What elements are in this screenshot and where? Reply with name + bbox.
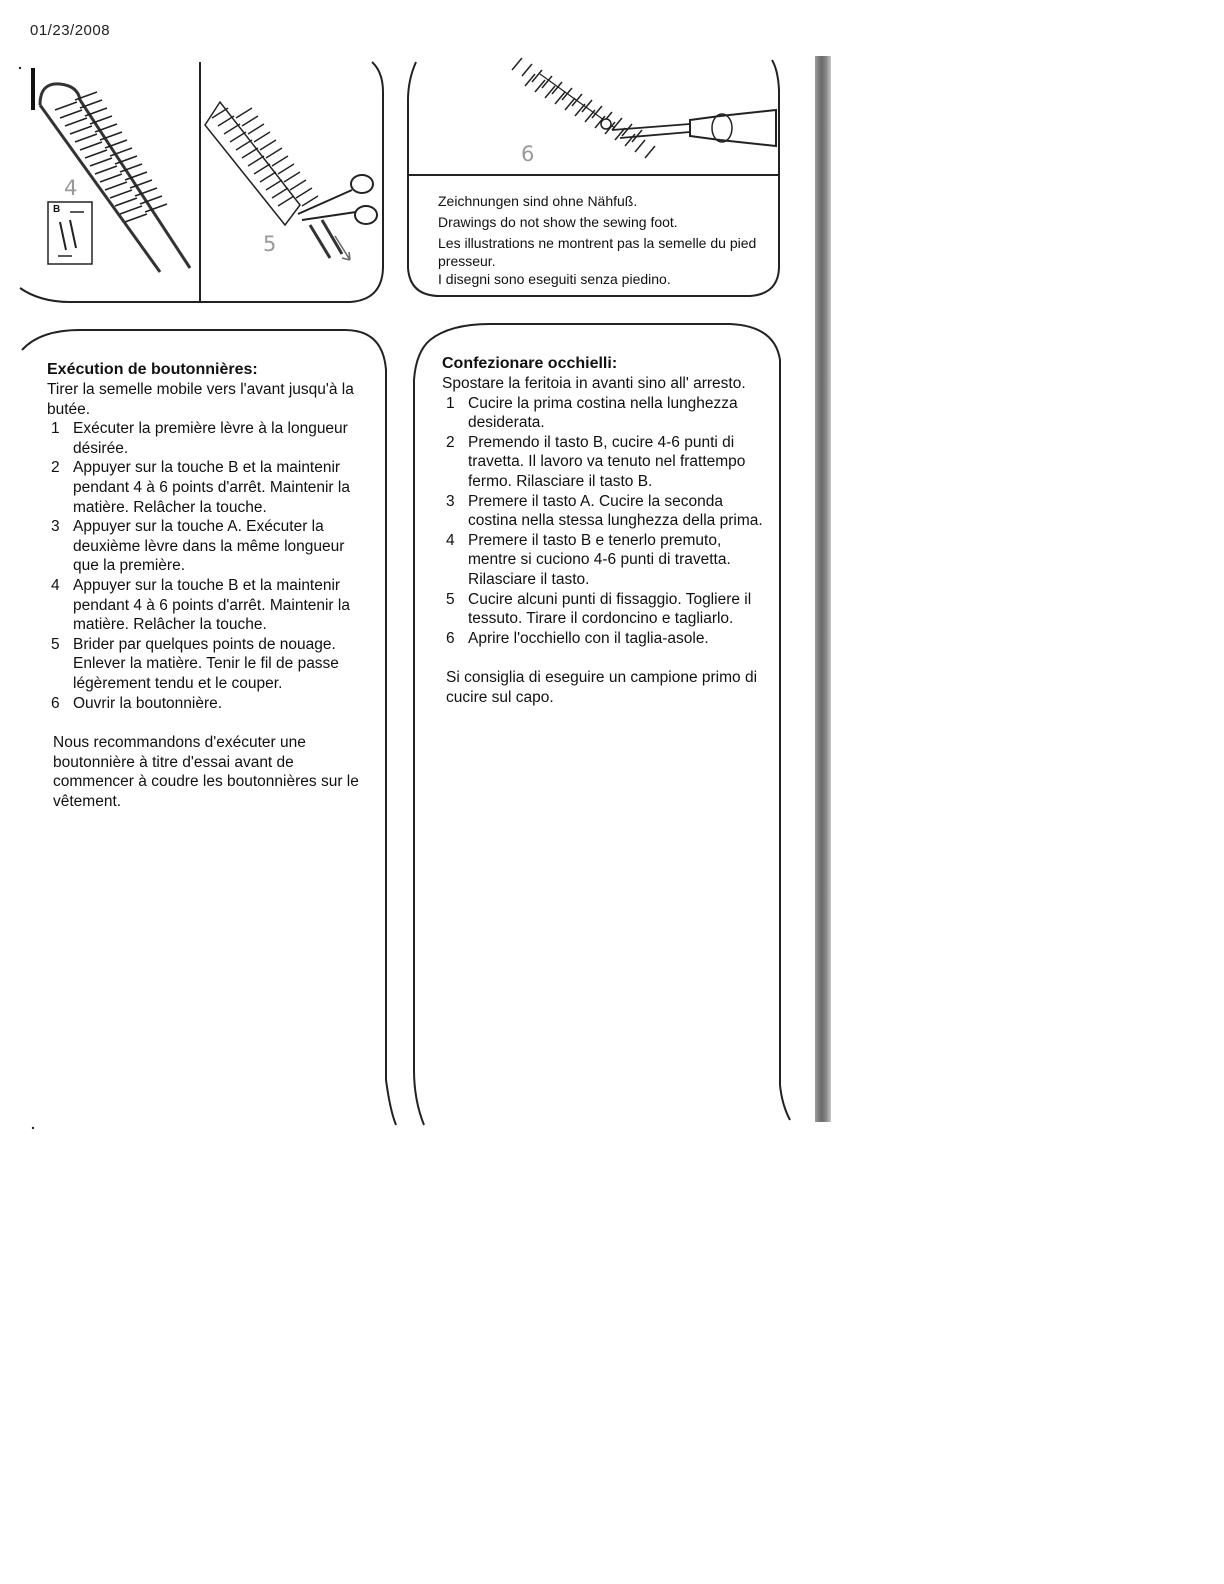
scan-edge-shadow: [815, 56, 831, 1122]
french-note: Nous recommandons d'exécuter une boutonnière à titre d'essai avant de commencer à coudre les boutonnières sur le vêtement.: [53, 734, 359, 810]
list-item: [442, 492, 768, 531]
step-text: Exécuter la première lèvre à la longueur désirée.: [73, 420, 348, 457]
step-number: 3: [446, 492, 455, 510]
figure-6-number: 6: [521, 142, 535, 166]
figure-4-indicator-letter: B: [53, 204, 61, 215]
step-number: 3: [51, 518, 60, 536]
step-text: Ouvrir la boutonnière.: [73, 694, 223, 712]
italian-instructions: [442, 354, 768, 708]
italian-note: Si consiglia di eseguire un campione primo di cucire sul capo.: [446, 669, 758, 706]
caption-italian: I disegni sono eseguiti senza piedino.: [438, 271, 671, 287]
figure-5-number: 5: [263, 232, 277, 256]
french-instructions: [47, 360, 373, 811]
scan-date: 01/23/2008: [30, 22, 111, 39]
step-text: Premere il tasto B e tenerlo premuto, mentre si cuciono 4-6 punti di travetta. Rilasciare il tasto.: [468, 531, 731, 588]
italian-steps: [442, 394, 768, 649]
step-number: 1: [446, 394, 455, 412]
step-number: 5: [51, 635, 60, 653]
step-number: 4: [51, 576, 60, 594]
step-text: Cucire la prima costina nella lunghezza desiderata.: [468, 394, 738, 432]
step-number: 6: [51, 694, 60, 712]
figure-4-illustration: [33, 68, 190, 272]
italian-title: Confezionare occhielli:: [442, 355, 618, 372]
step-number: 4: [446, 531, 455, 549]
list-item: [47, 635, 373, 694]
french-title: Exécution de boutonnières:: [47, 361, 258, 378]
caption-french: Les illustrations ne montrent pas la semelle du pied presseur.: [438, 235, 757, 269]
step-text: Cucire alcuni punti di fissaggio. Togliere il tessuto. Tirare il cordoncino e tagliarlo.: [468, 590, 752, 628]
step-text: Brider par quelques points de nouage. Enlever la matière. Tenir le fil de passe légèrement tendu et le couper.: [73, 635, 339, 692]
list-item: [47, 694, 373, 714]
list-item: [442, 433, 768, 492]
list-item: [442, 531, 768, 590]
step-text: Premere il tasto A. Cucire la seconda costina nella stessa lunghezza della prima.: [468, 492, 763, 530]
list-item: [47, 419, 373, 458]
list-item: [442, 394, 768, 433]
step-number: 5: [446, 590, 455, 608]
caption-english: Drawings do not show the sewing foot.: [438, 214, 678, 230]
french-intro: Tirer la semelle mobile vers l'avant jusqu'à la butée.: [47, 381, 354, 418]
drawings-caption: [438, 192, 768, 291]
list-item: [47, 517, 373, 576]
italian-intro: Spostare la feritoia in avanti sino all' arresto.: [442, 375, 746, 392]
figure-4-number: 4: [64, 176, 78, 200]
figure-5-illustration: [205, 102, 377, 260]
right-column-border: [414, 340, 430, 1125]
step-number: 1: [51, 420, 60, 438]
figure-6-illustration: [512, 58, 776, 158]
step-text: Appuyer sur la touche A. Exécuter la deuxième lèvre dans la même longueur que la première.: [73, 518, 345, 575]
step-text: Premendo il tasto B, cucire 4-6 punti di travetta. Il lavoro va tenuto nel frattempo fermo. Rilasciare il tasto B.: [468, 433, 746, 490]
list-item: [47, 458, 373, 517]
step-number: 2: [51, 459, 60, 477]
list-item: [47, 576, 373, 635]
step-number: 6: [446, 629, 455, 647]
step-text: Aprire l'occhiello con il taglia-asole.: [468, 629, 709, 647]
list-item: [442, 629, 768, 649]
list-item: [442, 590, 768, 629]
french-steps: [47, 419, 373, 713]
caption-german: Zeichnungen sind ohne Nähfuß.: [438, 193, 638, 209]
step-text: Appuyer sur la touche B et la maintenir pendant 4 à 6 points d'arrêt. Maintenir la matière. Relâcher la touche.: [73, 576, 350, 634]
step-number: 2: [446, 433, 455, 451]
step-text: Appuyer sur la touche B et la maintenir pendant 4 à 6 points d'arrêt. Maintenir la matière. Relâcher la touche.: [73, 459, 350, 516]
